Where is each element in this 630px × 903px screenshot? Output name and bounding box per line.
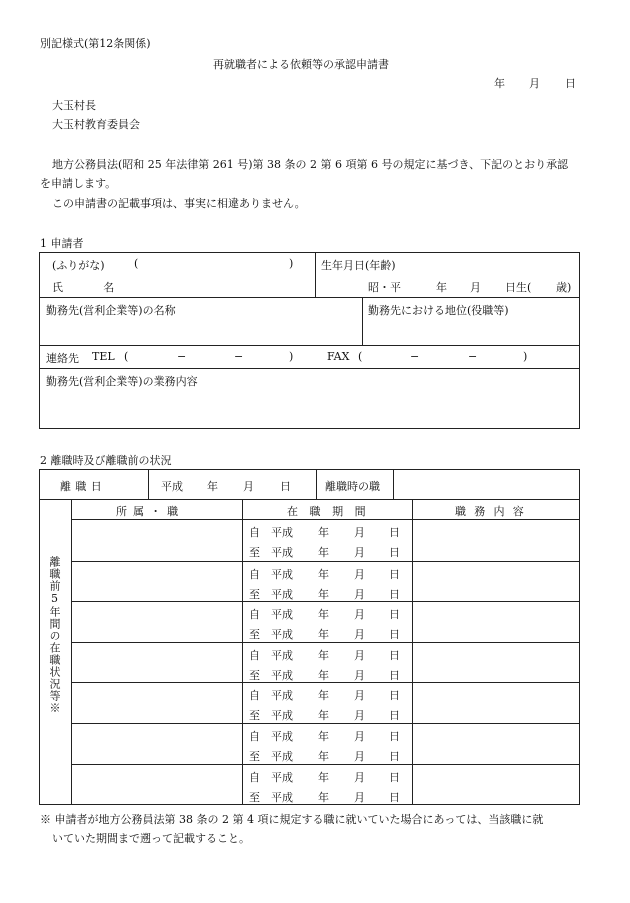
period-from-y: 年 xyxy=(318,771,329,784)
period-to-era: 平成 xyxy=(271,628,293,641)
duties-cell[interactable] xyxy=(413,765,579,804)
period-from-d: 日 xyxy=(389,526,400,539)
period-from-d: 日 xyxy=(389,771,400,784)
period-from-era: 平成 xyxy=(271,730,293,743)
period-to-m: 月 xyxy=(354,546,365,559)
period-from-era: 平成 xyxy=(271,649,293,662)
period-from-d: 日 xyxy=(389,608,400,621)
period-from-label: 自 xyxy=(249,608,260,621)
period-to-label: 至 xyxy=(249,791,260,804)
period-from-y: 年 xyxy=(318,608,329,621)
intro-line-1: 地方公務員法(昭和 25 年法律第 261 号)第 38 条の 2 第 6 項第 6 号の規定に基づき、下記のとおり承認 xyxy=(52,158,569,171)
retire-day: 日 xyxy=(280,480,291,493)
period-from-y: 年 xyxy=(318,526,329,539)
birth-era: 昭・平 xyxy=(368,281,401,294)
business-label: 勤務先(営利企業等)の業務内容 xyxy=(46,375,198,388)
tel-open: ( xyxy=(124,350,129,363)
period-to-y: 年 xyxy=(318,546,329,559)
period-from-m: 月 xyxy=(354,649,365,662)
period-to-label: 至 xyxy=(249,588,260,601)
addressee-mayor: 大玉村長 xyxy=(52,99,96,112)
affiliation-cell[interactable] xyxy=(72,562,241,600)
duties-cell[interactable] xyxy=(413,602,579,641)
affiliation-cell[interactable] xyxy=(72,602,241,641)
tel-label: TEL xyxy=(92,350,115,363)
period-from-m: 月 xyxy=(354,568,365,581)
tel-dash-1: − xyxy=(177,350,187,363)
form-number: 別記様式(第12条関係) xyxy=(40,37,151,50)
intro-line-3: この申請書の記載事項は、事実に相違ありません。 xyxy=(52,197,306,210)
affiliation-cell[interactable] xyxy=(72,683,241,722)
period-from-era: 平成 xyxy=(271,526,293,539)
duties-cell[interactable] xyxy=(413,683,579,722)
fax-dash-1: − xyxy=(410,350,420,363)
col-duties: 職務内容 xyxy=(455,505,532,518)
retire-era: 平成 xyxy=(161,480,183,493)
period-to-y: 年 xyxy=(318,669,329,682)
furigana-open: ( xyxy=(134,257,139,270)
affiliation-cell[interactable] xyxy=(72,765,241,804)
period-to-y: 年 xyxy=(318,791,329,804)
duties-cell[interactable] xyxy=(413,724,579,763)
retire-position-label: 離職時の職 xyxy=(325,480,380,493)
period-to-m: 月 xyxy=(354,791,365,804)
period-to-d: 日 xyxy=(389,750,400,763)
period-from-y: 年 xyxy=(318,649,329,662)
period-from-label: 自 xyxy=(249,689,260,702)
birth-day: 日生( xyxy=(505,281,532,294)
period-to-label: 至 xyxy=(249,750,260,763)
period-to-label: 至 xyxy=(249,546,260,559)
period-to-d: 日 xyxy=(389,546,400,559)
birth-label: 生年月日(年齢) xyxy=(321,259,396,272)
period-to-y: 年 xyxy=(318,628,329,641)
col-period: 在職期間 xyxy=(287,505,378,518)
period-to-label: 至 xyxy=(249,669,260,682)
period-from-era: 平成 xyxy=(271,568,293,581)
furigana-label: (ふりがな) xyxy=(52,259,105,272)
period-to-y: 年 xyxy=(318,750,329,763)
period-to-m: 月 xyxy=(354,588,365,601)
period-to-era: 平成 xyxy=(271,750,293,763)
period-from-d: 日 xyxy=(389,689,400,702)
retire-month: 月 xyxy=(243,480,254,493)
retire-year: 年 xyxy=(207,480,218,493)
side-label: 離職前5年間の在職状況等※ xyxy=(48,556,61,714)
fax-label: FAX xyxy=(327,350,350,363)
period-to-d: 日 xyxy=(389,709,400,722)
name-label: 氏 名 xyxy=(52,281,119,294)
period-from-d: 日 xyxy=(389,730,400,743)
employer-label: 勤務先(営利企業等)の名称 xyxy=(46,304,176,317)
period-to-label: 至 xyxy=(249,628,260,641)
applicant-table xyxy=(39,252,580,429)
period-to-d: 日 xyxy=(389,588,400,601)
birth-year: 年 xyxy=(436,281,447,294)
date-day: 日 xyxy=(565,77,576,90)
period-to-d: 日 xyxy=(389,669,400,682)
period-to-m: 月 xyxy=(354,628,365,641)
period-from-label: 自 xyxy=(249,649,260,662)
fax-close: ) xyxy=(523,350,528,363)
form-title: 再就職者による依頼等の承認申請書 xyxy=(213,58,389,71)
period-from-label: 自 xyxy=(249,568,260,581)
addressee-board: 大玉村教育委員会 xyxy=(52,118,140,131)
date-year: 年 xyxy=(494,77,505,90)
birth-month: 月 xyxy=(470,281,481,294)
period-from-label: 自 xyxy=(249,526,260,539)
period-to-era: 平成 xyxy=(271,588,293,601)
date-month: 月 xyxy=(529,77,540,90)
period-from-label: 自 xyxy=(249,730,260,743)
period-from-m: 月 xyxy=(354,730,365,743)
period-from-d: 日 xyxy=(389,649,400,662)
period-to-era: 平成 xyxy=(271,546,293,559)
period-from-label: 自 xyxy=(249,771,260,784)
affiliation-cell[interactable] xyxy=(72,520,241,560)
period-to-m: 月 xyxy=(354,709,365,722)
period-from-era: 平成 xyxy=(271,608,293,621)
period-from-m: 月 xyxy=(354,689,365,702)
period-to-y: 年 xyxy=(318,709,329,722)
tel-close: ) xyxy=(289,350,294,363)
section2-heading: 2 離職時及び離職前の状況 xyxy=(40,454,172,467)
duties-cell[interactable] xyxy=(413,520,579,560)
period-to-label: 至 xyxy=(249,709,260,722)
period-to-m: 月 xyxy=(354,750,365,763)
period-from-y: 年 xyxy=(318,568,329,581)
period-to-y: 年 xyxy=(318,588,329,601)
affiliation-cell[interactable] xyxy=(72,724,241,763)
period-to-era: 平成 xyxy=(271,709,293,722)
birth-age: 歳) xyxy=(556,281,572,294)
affiliation-cell[interactable] xyxy=(72,643,241,681)
period-from-m: 月 xyxy=(354,608,365,621)
period-to-m: 月 xyxy=(354,669,365,682)
period-to-d: 日 xyxy=(389,791,400,804)
period-from-era: 平成 xyxy=(271,689,293,702)
period-from-era: 平成 xyxy=(271,771,293,784)
period-from-m: 月 xyxy=(354,771,365,784)
contact-label: 連絡先 xyxy=(46,352,79,365)
period-from-m: 月 xyxy=(354,526,365,539)
fax-dash-2: − xyxy=(468,350,478,363)
col-affiliation: 所属・職 xyxy=(116,505,185,518)
tel-dash-2: − xyxy=(234,350,244,363)
period-from-d: 日 xyxy=(389,568,400,581)
section1-heading: 1 申請者 xyxy=(40,237,84,250)
period-from-y: 年 xyxy=(318,730,329,743)
fax-open: ( xyxy=(358,350,363,363)
period-to-era: 平成 xyxy=(271,669,293,682)
duties-cell[interactable] xyxy=(413,643,579,681)
period-from-y: 年 xyxy=(318,689,329,702)
retire-date-label: 離職日 xyxy=(60,480,107,493)
intro-line-2: を申請します。 xyxy=(40,177,117,190)
period-to-era: 平成 xyxy=(271,791,293,804)
duties-cell[interactable] xyxy=(413,562,579,600)
furigana-close: ) xyxy=(289,257,294,270)
position-label: 勤務先における地位(役職等) xyxy=(368,304,509,317)
footnote-line-2: いていた期間まで遡って記載すること。 xyxy=(52,832,250,845)
footnote-line-1: ※ 申請者が地方公務員法第 38 条の 2 第 4 項に規定する職に就いていた場合にあっては、当該職に就 xyxy=(40,813,544,826)
period-to-d: 日 xyxy=(389,628,400,641)
